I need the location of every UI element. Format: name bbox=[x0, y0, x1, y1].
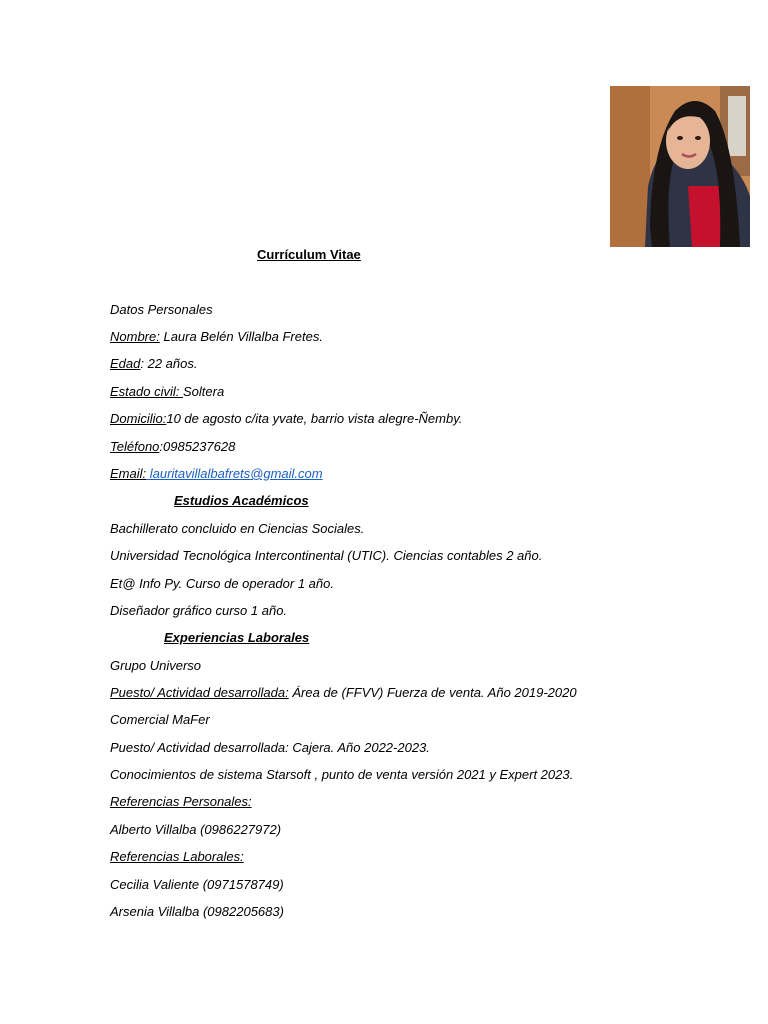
phone-line bbox=[110, 438, 235, 455]
name-label: Nombre: bbox=[110, 329, 160, 344]
civil-status-label: Estado civil: bbox=[110, 384, 183, 399]
age-label: Edad bbox=[110, 356, 141, 371]
age-value: : 22 años. bbox=[140, 356, 198, 371]
study-item: Universidad Tecnológica Intercontinental (UTIC). Ciencias contables 2 año. bbox=[110, 548, 543, 563]
reference-item: Cecilia Valiente (0971578749) bbox=[110, 877, 284, 892]
study-item: Et@ Info Py. Curso de operador 1 año. bbox=[110, 576, 334, 591]
role-1-label: Puesto/ Actividad desarrollada: bbox=[110, 685, 289, 700]
knowledge-line: Conocimientos de sistema Starsoft , punto de venta versión 2021 y Expert 2023. bbox=[110, 767, 574, 782]
personal-references-heading: Referencias Personales: bbox=[110, 794, 252, 809]
profile-photo bbox=[610, 86, 750, 247]
address-value: 10 de agosto c/ita yvate, barrio vista alegre-Ñemby. bbox=[166, 411, 463, 426]
role-2-line: Puesto/ Actividad desarrollada: Cajera. Año 2022-2023. bbox=[110, 740, 430, 755]
civil-status-line bbox=[110, 383, 224, 400]
role-1-value: Área de (FFVV) Fuerza de venta. Año 2019-2020 bbox=[288, 685, 577, 700]
email-link[interactable]: lauritavillalbafrets@gmail.com bbox=[146, 466, 323, 481]
address-line bbox=[110, 410, 462, 427]
name-line bbox=[110, 328, 323, 345]
reference-item: Alberto Villalba (0986227972) bbox=[110, 822, 282, 837]
reference-item: Arsenia Villalba (0982205683) bbox=[110, 904, 284, 919]
name-value: Laura Belén Villalba Fretes. bbox=[159, 329, 323, 344]
address-label: Domicilio: bbox=[110, 411, 167, 426]
study-item: Bachillerato concluido en Ciencias Sociales. bbox=[110, 521, 365, 536]
phone-label: Teléfono bbox=[110, 439, 160, 454]
document-title: Currículum Vitae bbox=[257, 247, 361, 262]
personal-data-heading: Datos Personales bbox=[110, 302, 213, 317]
company-2: Comercial MaFer bbox=[110, 712, 210, 727]
studies-heading: Estudios Académicos bbox=[174, 493, 309, 508]
phone-value: :0985237628 bbox=[159, 439, 236, 454]
experience-heading: Experiencias Laborales bbox=[164, 630, 310, 645]
age-line bbox=[110, 355, 197, 372]
role-1-line bbox=[110, 684, 577, 701]
email-line bbox=[110, 465, 323, 482]
civil-status-value: Soltera bbox=[182, 384, 225, 399]
company-1: Grupo Universo bbox=[110, 658, 202, 673]
email-label: Email: bbox=[110, 466, 147, 481]
work-references-heading: Referencias Laborales: bbox=[110, 849, 244, 864]
study-item: Diseñador gráfico curso 1 año. bbox=[110, 603, 288, 618]
